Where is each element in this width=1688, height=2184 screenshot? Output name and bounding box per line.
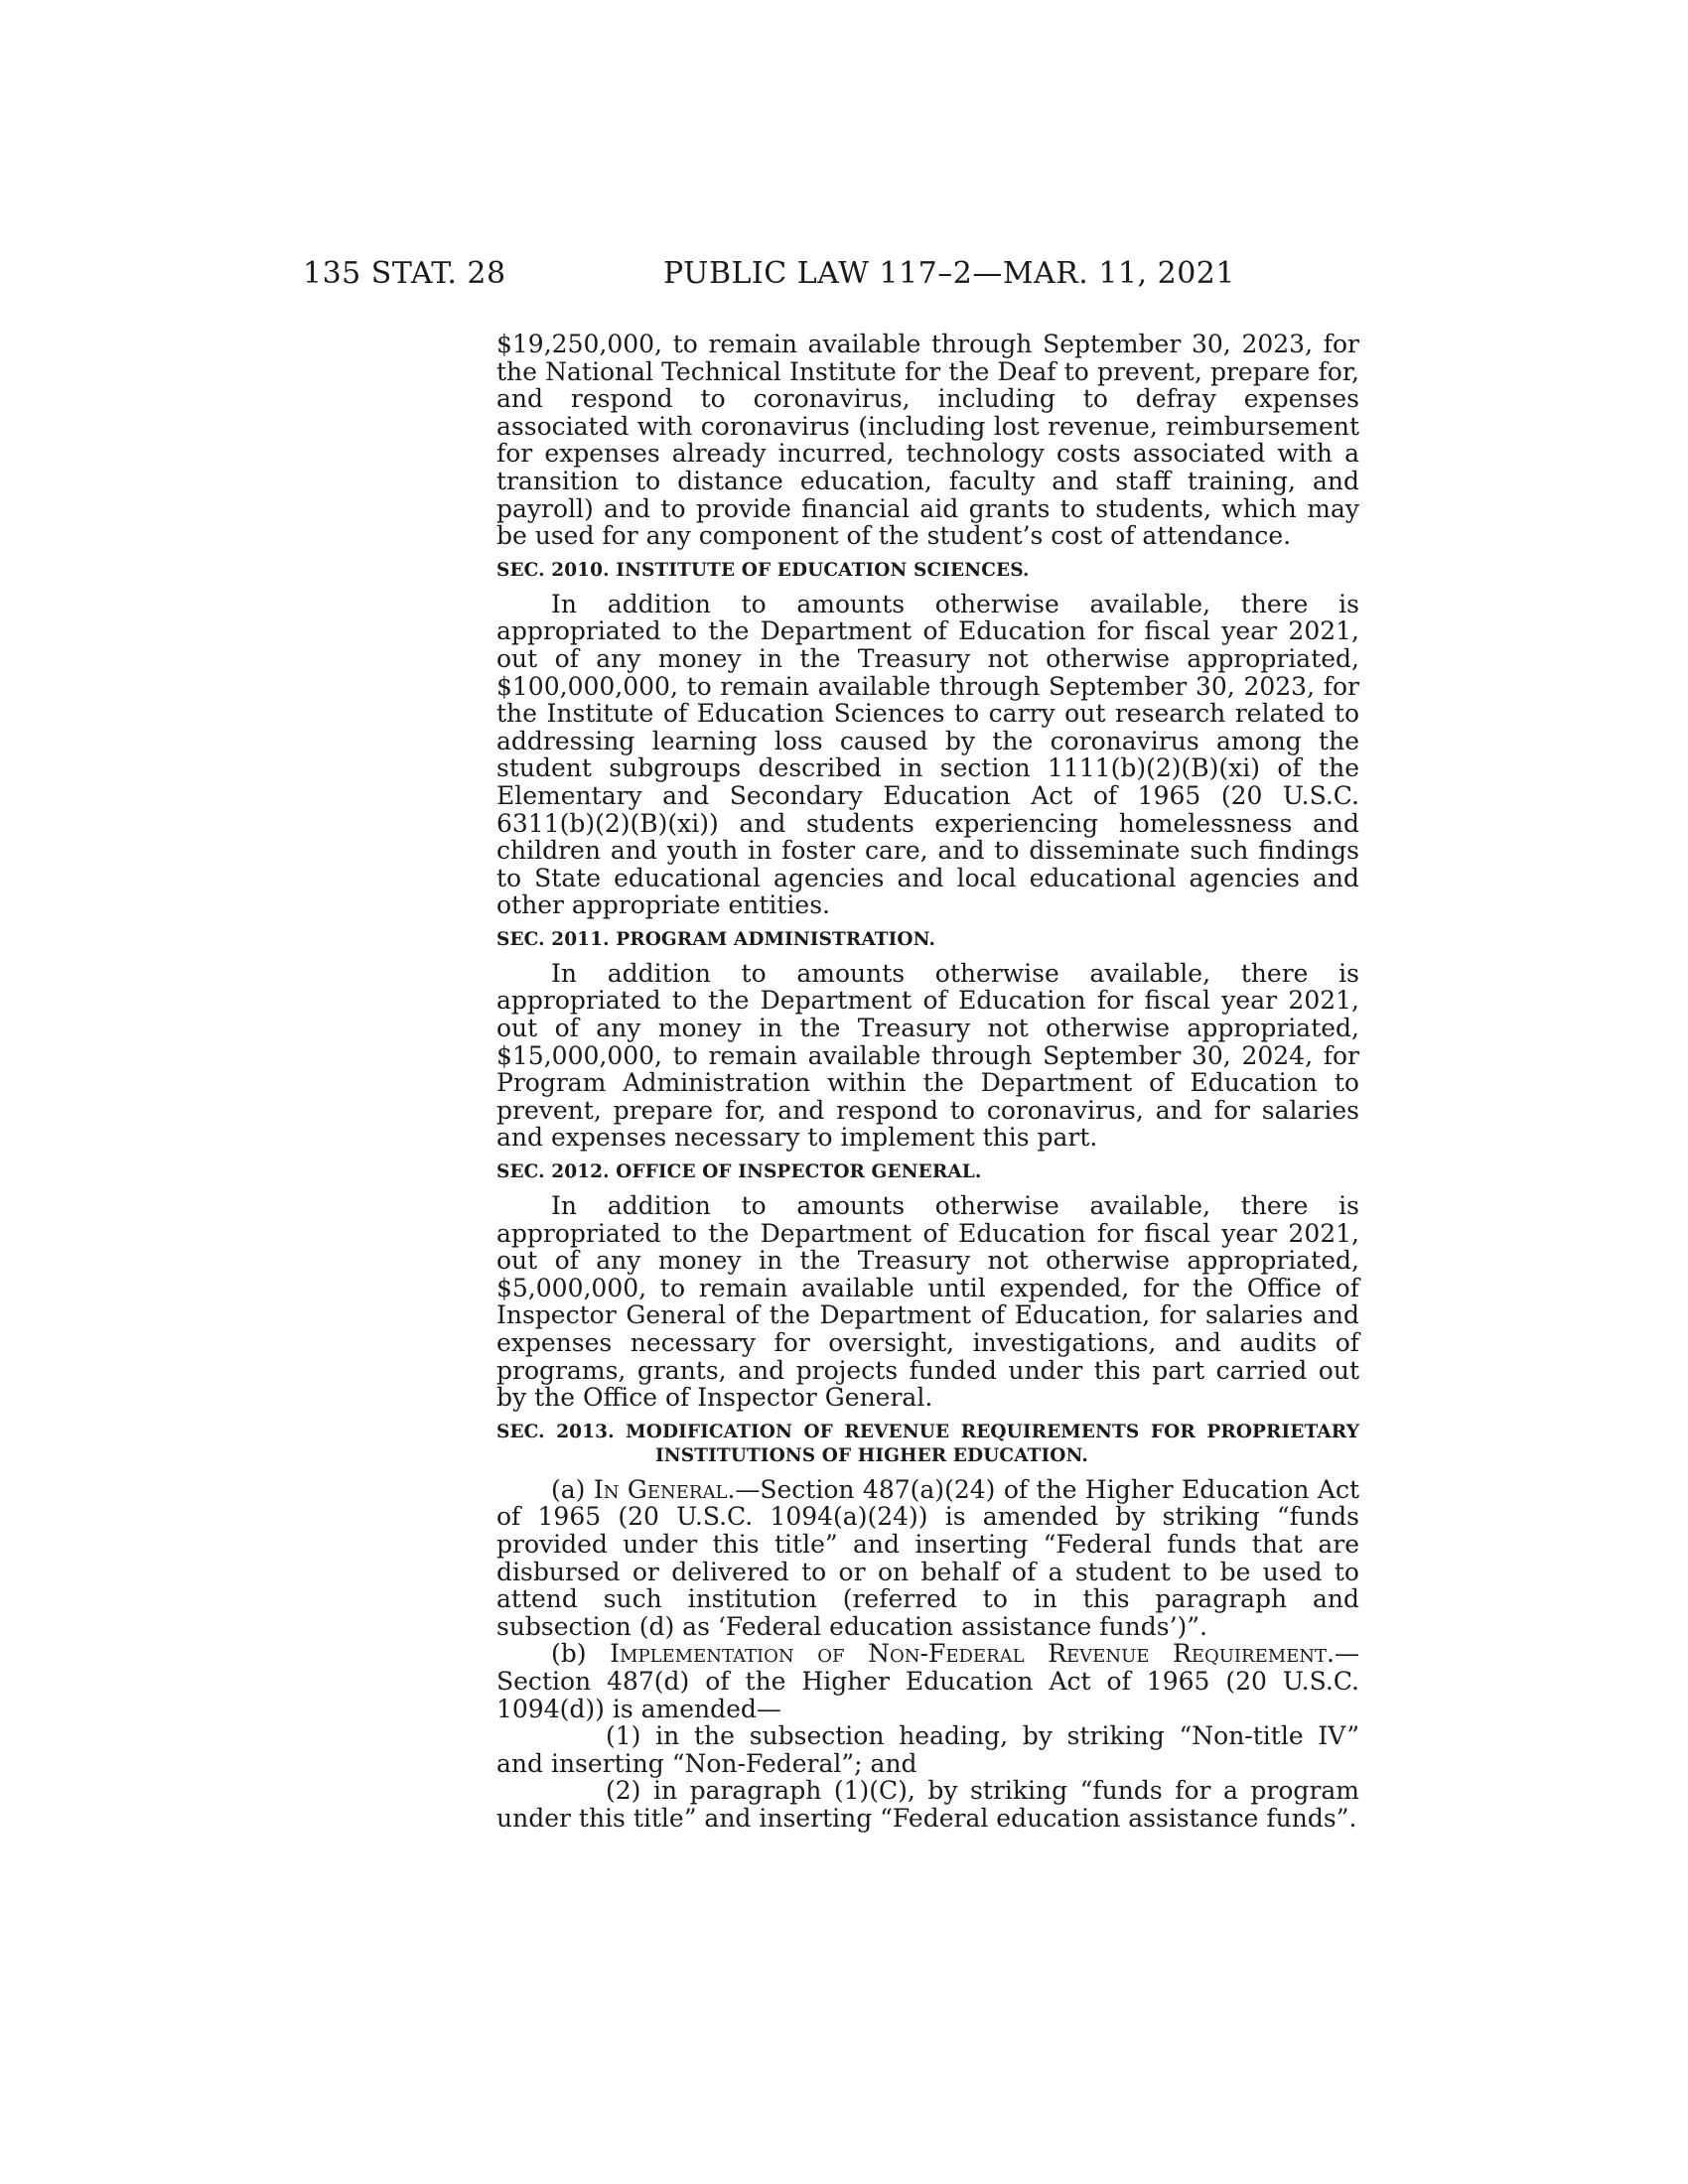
- subsection-b: [496, 1640, 1359, 1722]
- intro-paragraph: $19,250,000, to remain available through September 30, 2023, for the National Technical Institute for the Deaf to prevent, prepare for, and respond to coronavirus, including to defray expenses associated with coronavirus (including lost revenue, reimbursement for expenses already incurred, technology costs associated with a transition to distance education, faculty and staff training, and payroll) and to provide financial aid grants to students, which may be used for any component of the student’s cost of attendance.: [496, 330, 1359, 551]
- section-2010-heading: SEC. 2010. INSTITUTE OF EDUCATION SCIENCES.: [496, 559, 1030, 581]
- page-number: 135 STAT. 28: [303, 256, 506, 291]
- section-2012-heading: SEC. 2012. OFFICE OF INSPECTOR GENERAL.: [496, 1161, 982, 1183]
- section-2011-body: In addition to amounts otherwise available, there is appropriated to the Department of Education for fiscal year 2021, out of any money in the Treasury not otherwise appropriated, $15,000,000, to remain available through September 30, 2024, for Program Administration within the Department of Education to prevent, prepare for, and respond to coronavirus, and for salaries and expenses necessary to implement this part.: [496, 958, 1359, 1153]
- section-2012-body: In addition to amounts otherwise available, there is appropriated to the Department of Education for fiscal year 2021, out of any money in the Treasury not otherwise appropriated, $5,000,000, to remain available until expended, for the Office of Inspector General of the Department of Education, for salaries and expenses necessary for oversight, investigations, and audits of programs, grants, and projects funded under this part carried out by the Office of Inspector General.: [496, 1191, 1359, 1413]
- subsection-b-text: .—Section 487(d) of the Higher Education Act of 1965 (20 U.S.C. 1094(d)) is amended—: [496, 1639, 1359, 1723]
- main-text: [496, 331, 1359, 1833]
- subsection-b-prefix: (b): [551, 1639, 611, 1669]
- subsection-a: [496, 1476, 1359, 1641]
- paragraph-2: (2) in paragraph (1)(C), by striking “funds for a program under this title” and inserting “Federal education assistance funds”.: [496, 1776, 1359, 1833]
- subsection-a-caption: In General: [593, 1474, 728, 1504]
- section-2010-body: In addition to amounts otherwise available, there is appropriated to the Department of Education for fiscal year 2021, out of any money in the Treasury not otherwise appropriated, $100,000,000, to remain available through September 30, 2023, for the Institute of Education Sciences to carry out research related to addressing learning loss caused by the coronavirus among the student subgroups described in section 1111(b)(2)(B)(xi) of the Elementary and Secondary Education Act of 1965 (20 U.S.C. 6311(b)(2)(B)(xi)) and students experiencing homelessness and children and youth in foster care, and to disseminate such findings to State educational agencies and local educational agencies and other appropriate entities.: [496, 589, 1359, 920]
- running-head: PUBLIC LAW 117–2—MAR. 11, 2021: [663, 256, 1235, 291]
- section-2011-heading: SEC. 2011. PROGRAM ADMINISTRATION.: [496, 928, 935, 950]
- subsection-a-text: .—Section 487(a)(24) of the Higher Education Act of 1965 (20 U.S.C. 1094(a)(24)) is amended by striking “funds provided under this title” and inserting “Federal funds that are disbursed or delivered to or on behalf of a student to be used to attend such institution (referred to in this paragraph and subsection (d) as ‘Federal education assistance funds’)”.: [496, 1474, 1360, 1641]
- subsection-a-prefix: (a): [551, 1474, 594, 1504]
- paragraph-1: (1) in the subsection heading, by striking “Non-title IV” and inserting “Non-Federal”; and: [496, 1721, 1359, 1778]
- subsection-b-caption: Implementation of Non-Federal Revenue Requirement: [610, 1639, 1328, 1669]
- section-2013-heading: SEC. 2013. MODIFICATION OF REVENUE REQUIREMENTS FOR PROPRIETARY INSTITUTIONS OF HIGHER EDUCATION.: [496, 1421, 1359, 1466]
